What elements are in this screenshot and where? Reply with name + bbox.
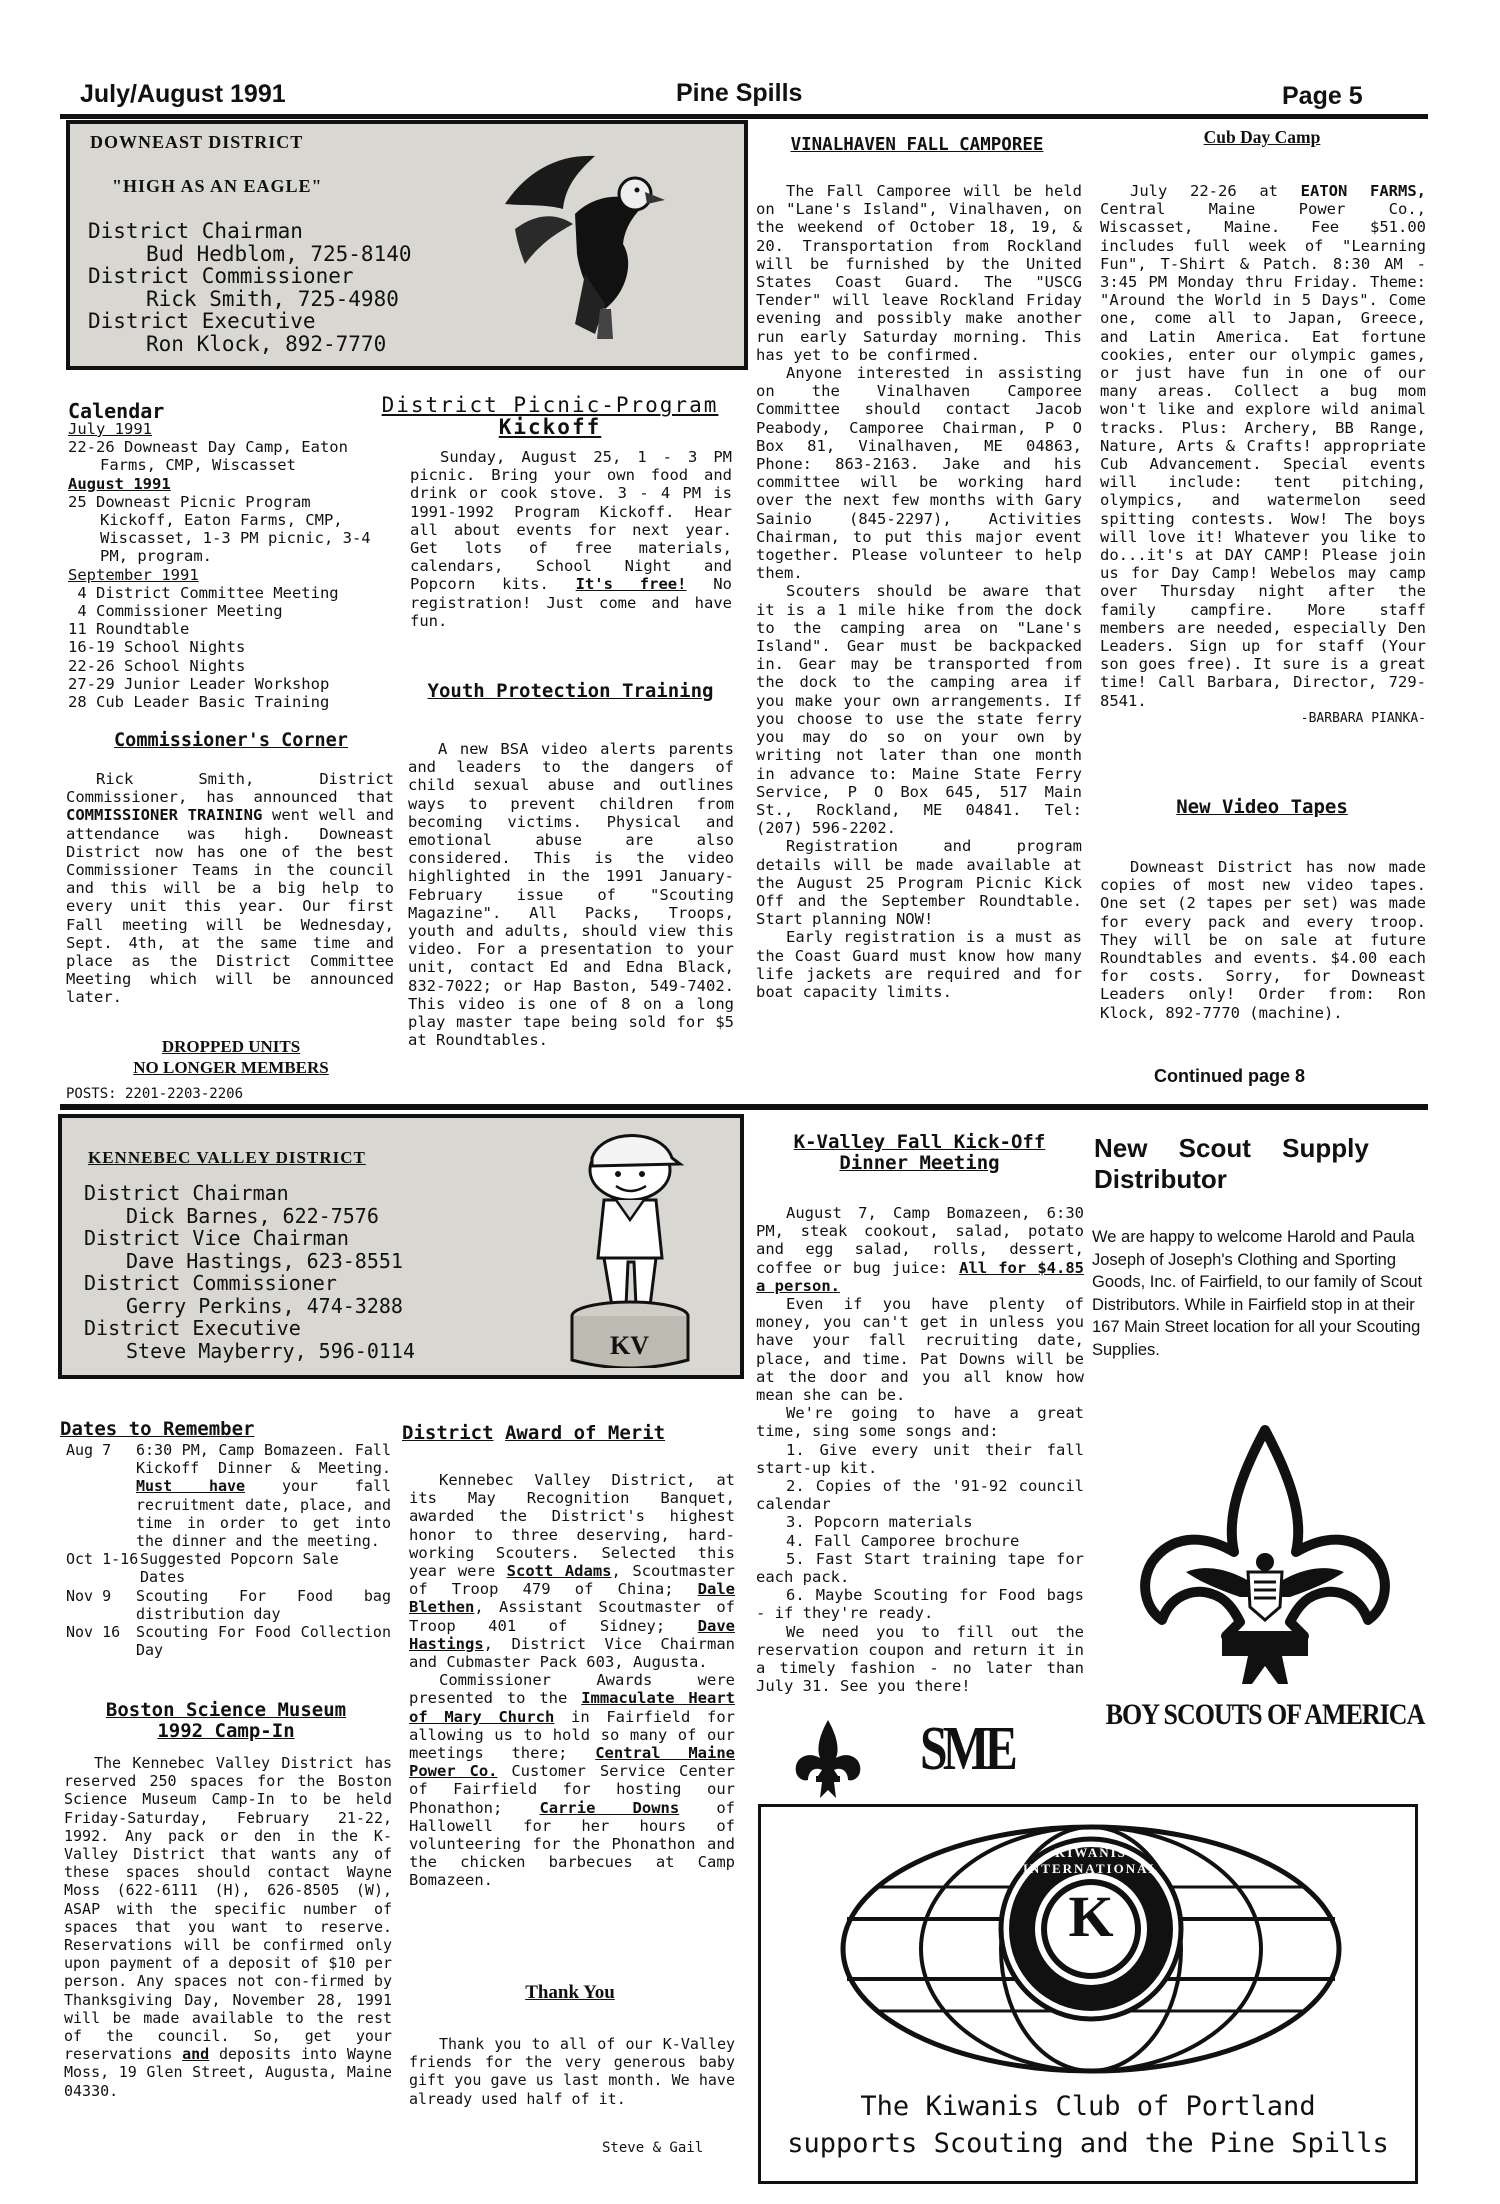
date-label: Oct 1-16 <box>66 1550 139 1569</box>
kiwanis-ad-box <box>758 1804 1418 2184</box>
award-title-b: Award of Merit <box>504 1422 666 1444</box>
cub-scout-icon <box>552 1128 702 1368</box>
continued-note: Continued page 8 <box>1154 1066 1306 1086</box>
date-label: Aug 7 <box>66 1441 112 1459</box>
camporee-p5: Early registration is a must as the Coast Guard must know how many life jackets are required and for boat capacity limits. <box>756 928 1082 1001</box>
award-text: Commissioner Awards were presented to the <box>409 1671 735 1708</box>
commissioners-corner-body <box>66 770 394 1007</box>
bsa-fleur-de-lis-icon <box>1130 1422 1400 1697</box>
award-text: of Hallowell for her hours of volunteering for the Phonathon and the chicken barbecues at Camp Bomazeen. <box>409 1798 736 1890</box>
kickoff-price: All for $4.85 a person. <box>756 1258 1084 1295</box>
cub-text-a: July 22-26 at <box>1130 182 1278 200</box>
supply-body: We are happy to welcome Harold and Paula Joseph of Joseph's Clothing and Sporting Goods, Inc. of Fairfield, to our family of Scout Distributors. While in Fairfield stop in at their 167 Main Street location for all your Scouting Supplies. <box>1092 1228 1423 1359</box>
calendar-item: 16-19 School Nights <box>68 638 246 657</box>
video-tapes-body <box>1100 858 1426 1022</box>
date-text2: your fall recruitment date, place, and time in order to get into the dinner and the meeting. <box>136 1477 392 1551</box>
award-title <box>402 1422 740 1444</box>
camporee-p3: Scouters should be aware that it is a 1 mile hike from the dock to the camping area on "Lane's Island". Gear must be backpacked in. Gear may be transported from the dock to the camping area if you make your own arrangements. If you choose to use the state ferry you may do so on your own by writing not later than one month in advance to: Maine State Ferry Service, P O Box 645, 517 Main St., Rockland, ME 04841. Tel: (207) 596-2202. <box>756 582 1082 838</box>
dates-list <box>66 1441 391 1659</box>
kickoff-list-item: 4. Fall Camporee brochure <box>786 1531 1020 1550</box>
video-tapes-text: Downeast District has now made copies of most new video tapes. One set (2 tapes per set) was made for every pack and every troop. They will be on sale at future Roundtables and events. $4.00 each for costs. Sorry, for Downeast Leaders only! Order from: Ron Klock, 892-7770 (machine). <box>1100 858 1426 1022</box>
calendar-item: 22-26 Downeast Day Camp, Eaton Farms, CMP, Wiscasset <box>68 438 348 475</box>
picnic-free: It's free! <box>575 575 687 594</box>
cub-day-camp-body <box>1100 182 1426 728</box>
commissioner-text-end: went well and attendance was high. Downeast District now has one of the best Commissioner Teams in the council and this will be a big help to every unit this year. Our first Fall meeting will be Wednesday, Sept. 4th, at the same time and place as the District Committee Meeting which will be announced later. <box>66 806 394 1007</box>
kickoff-p4: We need you to fill out the reservation coupon and return it in a timely fashion - no later than July 31. See you there! <box>756 1622 1084 1696</box>
calendar-item: 11 Roundtable <box>68 620 190 639</box>
thank-you-signature: Steve & Gail <box>602 2140 704 2156</box>
date-text: 6:30 PM, Camp Bomazeen. Fall Kickoff Dinner & Meeting. <box>136 1441 391 1478</box>
picnic-title-line1: District Picnic-Program <box>381 393 719 417</box>
page-number: Page 5 <box>1282 82 1363 110</box>
kickoff-list-item: 1. Give every unit their fall start-up kit. <box>756 1440 1084 1477</box>
officer-role: District Executive <box>88 309 316 333</box>
award-name: Carrie Downs <box>539 1798 680 1817</box>
downeast-district-box <box>66 120 748 370</box>
cub-signature: -BARBARA PIANKA- <box>1300 710 1426 726</box>
kickoff-p2: Even if you have plenty of money, you can't get in unless you have your fall recruiting date, place, and time. Pat Downs will be at the door and you all know how mean she can be. <box>756 1295 1084 1405</box>
calendar-item: 4 District Committee Meeting <box>68 583 339 602</box>
kickoff-title-line2: Dinner Meeting <box>839 1152 1000 1174</box>
camporee-p4: Registration and program details will be made available at the August 25 Program Picnic Kick Off and the September Roundtable. Start planning NOW! <box>756 837 1082 929</box>
kickoff-title <box>752 1132 1087 1174</box>
officer-role: District Chairman <box>88 219 303 243</box>
section-rule <box>60 1104 1428 1110</box>
award-name: Central Maine Power Co. <box>409 1744 735 1781</box>
kickoff-list-item: 6. Maybe Scouting for Food bags - if they're ready. <box>756 1586 1084 1623</box>
camporee-title: VINALHAVEN FALL CAMPOREE <box>790 135 1044 155</box>
kiwanis-line2: supports Scouting and the Pine Spills <box>787 2128 1389 2159</box>
dropped-posts: POSTS: 2201-2203-2206 <box>66 1086 244 1102</box>
calendar-month: August 1991 <box>68 474 171 493</box>
header-rule <box>60 114 1428 119</box>
kickoff-p1: August 7, Camp Bomazeen, 6:30 PM, steak cookout, salad, potato and egg salad, rolls, dessert, coffee or bug juice: <box>756 1204 1084 1277</box>
stump-letters: KV <box>610 1331 649 1360</box>
cub-day-camp-title: Cub Day Camp <box>1203 127 1321 147</box>
picnic-body <box>410 448 732 630</box>
officer-name: Bud Hedblom, 725-8140 <box>146 241 412 266</box>
officer-role: District Commissioner <box>84 1271 337 1295</box>
officer-role: District Vice Chairman <box>84 1226 349 1250</box>
commissioner-text: Rick Smith, District Commissioner, has announced that <box>66 770 394 807</box>
small-fleur-de-lis-icon <box>792 1718 864 1800</box>
downeast-officers <box>88 220 412 355</box>
award-name: Scott Adams <box>506 1562 612 1581</box>
calendar-heading: Calendar <box>68 399 165 423</box>
kiwanis-letter: K <box>1068 1884 1114 1949</box>
downeast-box-title: DOWNEAST DISTRICT <box>90 132 304 152</box>
officer-role: District Commissioner <box>88 264 354 288</box>
officer-role: District Executive <box>84 1316 301 1340</box>
cub-text-b: Central Maine Power Co., Wiscasset, Maine. Fee $51.00 includes full week of "Learning Fun", T-Shirt & Patch. 8:30 AM - 3:45 PM Monday thru Friday. Theme: "Around the World in 5 Days". Come one, come all to Japan, Greece, and Latin America. Eat fortune cookies, enter our olympic games, or just have fun in one of our many areas. Collect a bug mom won't like and explore wild animal tracks. Plus: Archery, BB Range, Nature, Arts & Crafts! appropriate Cub Advancement. Special events will include: tent pitching, olympics, and watermelon seed spitting contests. Wow! The boys will love it! Whatever you like to do...it's at DAY CAMP! Please join us for Day Camp! Webelos may camp over Thursday night after the family campfire. More staff members are needed, especially Den Leaders. Sign up for staff (Your son goes free). It sure is a great time! Call Barbara, Director, 729-8541. <box>1100 200 1426 710</box>
award-text: Customer Service Center of Fairfield for hosting our Phonathon; <box>409 1762 735 1817</box>
officer-name: Gerry Perkins, 474-3288 <box>126 1293 403 1318</box>
cub-eaton-farms: EATON FARMS, <box>1300 182 1426 200</box>
date-row <box>66 1587 391 1623</box>
calendar-list <box>68 420 394 711</box>
picnic-text: Sunday, August 25, 1 - 3 PM picnic. Bring your own food and drink or cook stove. 3 - 4 PM is 1991-1992 Program Kickoff. Hear all about events for next year. Get lots of free materials, calendars, School Night and Popcorn kits. <box>410 448 732 594</box>
calendar-item: 25 Downeast Picnic Program Kickoff, Eaton Farms, CMP, Wiscasset, 1-3 PM picnic, 3-4 PM, program. <box>68 492 371 566</box>
kiwanis-line1: The Kiwanis Club of Portland <box>860 2091 1316 2122</box>
officer-name: Steve Mayberry, 596-0114 <box>126 1338 415 1363</box>
boston-title <box>60 1700 392 1742</box>
kickoff-list-item: 2. Copies of the '91-92 council calendar <box>756 1477 1084 1514</box>
date-row <box>66 1550 391 1586</box>
picnic-title-line2: Kickoff <box>498 415 602 439</box>
award-paragraph <box>409 1471 735 1671</box>
date-bold: Must have <box>136 1477 246 1496</box>
kickoff-p3: We're going to have a great time, sing some songs and: <box>756 1404 1084 1441</box>
calendar-item: 27-29 Junior Leader Workshop <box>68 674 330 693</box>
boston-and: and <box>182 2045 210 2064</box>
calendar-item: 22-26 School Nights <box>68 656 246 675</box>
boston-text-end: deposits into Wayne Moss, 19 Glen Street, Augusta, Maine 04330. <box>64 2045 392 2100</box>
camporee-p1: The Fall Camporee will be held on "Lane's Island", Vinalhaven, on the weekend of October 18, 19, & 20. Transportation from Rockland will be furnished by the United States Coast Guard. The "USCG Tender" will leave Rockland Friday evening and possibly make another run early Saturday morning. This has yet to be confirmed. <box>756 182 1082 364</box>
officer-name: Rick Smith, 725-4980 <box>146 286 399 311</box>
kennebec-district-box <box>58 1114 744 1379</box>
officer-name: Dave Hastings, 623-8551 <box>126 1248 403 1273</box>
picnic-heading <box>350 394 750 438</box>
camporee-body <box>756 182 1082 1001</box>
downeast-motto: "HIGH AS AN EAGLE" <box>112 176 323 196</box>
thank-you-title: Thank You <box>525 1982 615 2003</box>
kiwanis-ring-text: KIWANIS INTERNATIONAL <box>1022 1845 1160 1876</box>
youth-protection-body <box>408 740 734 1049</box>
kickoff-body <box>756 1204 1084 1695</box>
award-paragraph <box>409 1671 735 1889</box>
sme-logo: SME <box>920 1715 1014 1783</box>
kennebec-officers <box>84 1182 415 1362</box>
thank-you-body <box>409 2035 735 2108</box>
kickoff-title-line1: K-Valley Fall Kick-Off <box>793 1131 1046 1153</box>
award-name: Dale Blethen <box>409 1580 735 1617</box>
video-tapes-title: New Video Tapes <box>1176 796 1348 818</box>
calendar-month: September 1991 <box>68 565 199 584</box>
officer-role: District Chairman <box>84 1181 289 1205</box>
award-text: Kennebec Valley District, at its May Recognition Banquet, awarded the District's highest honor to three deserving, hard-working Scouters. Selected this year were <box>409 1471 735 1581</box>
youth-protection-title: Youth Protection Training <box>427 680 714 702</box>
boston-text: The Kennebec Valley District has reserved 250 spaces for the Boston Science Museum Camp-In to be held Friday-Saturday, February 21-22, 1992. Any pack or den in the K-Valley District that wants any of these spaces should contact Wayne Moss (622-6111 (H), 626-8505 (W), ASAP with the specific number of spaces that you want to reserve. Reservations will be confirmed only upon payment of a deposit of $10 per person. Any spaces not con-firmed by Thanksgiving Day, November 28, 1991 will be made available to the rest of the council. So, get your reservations <box>64 1754 392 2064</box>
date-text: Scouting For Food Collection Day <box>136 1623 391 1660</box>
supply-title: New Scout Supply Distributor <box>1094 1133 1369 1194</box>
kickoff-list-item: 3. Popcorn materials <box>786 1513 973 1532</box>
calendar-month: July 1991 <box>68 420 152 438</box>
commissioners-corner-title: Commissioner's Corner <box>114 730 348 751</box>
commissioner-training: COMMISSIONER TRAINING <box>66 806 263 825</box>
officer-name: Ron Klock, 892-7770 <box>146 331 387 356</box>
dropped-units-line1: DROPPED UNITS <box>161 1037 301 1056</box>
boston-body <box>64 1754 392 2100</box>
dropped-units-line2: NO LONGER MEMBERS <box>133 1058 329 1077</box>
publication-title: Pine Spills <box>676 79 803 107</box>
eagle-icon <box>485 134 685 344</box>
award-name: Immaculate Heart of Mary Church <box>409 1689 736 1726</box>
date-label: Nov 9 <box>66 1586 112 1605</box>
date-text: Suggested Popcorn Sale Dates <box>140 1550 339 1587</box>
camporee-p2: Anyone interested in assisting on the Vinalhaven Camporee Committee should contact Jacob Peabody, Camporee Chairman, P O Box 81, Vinalhaven, ME 04863, Phone: 863-2163. Jake and his committee will be working hard over the next few months with Gary Sainio (845-2297), Activities Chairman, to put this major event together. Please volunteer to help them. <box>756 364 1082 583</box>
award-text: , District Vice Chairman and Cubmaster Pack 603, Augusta. <box>409 1634 735 1672</box>
award-name: Dave Hastings <box>409 1616 735 1653</box>
youth-protection-text: A new BSA video alerts parents and leaders to the dangers of child sexual abuse and outlines ways to prevent children from becoming victims. Physical and emotional abuse are also considered. This is the video highlighted in the 1991 January-February issue of "Scouting Magazine". All Packs, Troops, youth and adults, should view this video. For a presentation to your unit, contact Ed and Edna Black, 832-7022; or Hap Baston, 549-7402. This video is one of 8 on a long play master tape being sold for $5 at Roundtables. <box>408 740 734 1050</box>
award-text: in Fairfield for allowing us to hold so many of our meetings there; <box>409 1707 735 1763</box>
award-text: , Scoutmaster of Troop 479 of China; <box>409 1562 735 1599</box>
award-body <box>409 1471 735 1890</box>
award-title-a: District <box>402 1422 494 1444</box>
thank-you-text: Thank you to all of our K-Valley friends for the very generous baby gift you gave us last month. We have already used half of it. <box>409 2035 735 2108</box>
date-text: Scouting For Food bag distribution day <box>136 1586 391 1623</box>
picnic-text-end: No registration! Just come and have fun. <box>410 575 732 630</box>
calendar-item: 4 Commissioner Meeting <box>68 602 283 621</box>
boston-title-line1: Boston Science Museum <box>105 1699 347 1721</box>
date-row <box>66 1623 391 1659</box>
officer-name: Dick Barnes, 622-7576 <box>126 1203 379 1228</box>
calendar-item: 28 Cub Leader Basic Training <box>68 693 330 712</box>
bsa-wordmark: BOY SCOUTS OF AMERICA <box>1105 1697 1425 1732</box>
dates-heading: Dates to Remember <box>60 1418 255 1440</box>
date-row <box>66 1441 391 1550</box>
kickoff-list-item: 5. Fast Start training tape for each pack. <box>756 1549 1084 1587</box>
date-label: Nov 16 <box>66 1623 121 1642</box>
award-text: , Assistant Scoutmaster of Troop 401 of Sidney; <box>409 1598 735 1635</box>
kennebec-box-title: KENNEBEC VALLEY DISTRICT <box>88 1148 366 1167</box>
boston-title-line2: 1992 Camp-In <box>157 1720 295 1742</box>
issue-date: July/August 1991 <box>80 80 286 108</box>
